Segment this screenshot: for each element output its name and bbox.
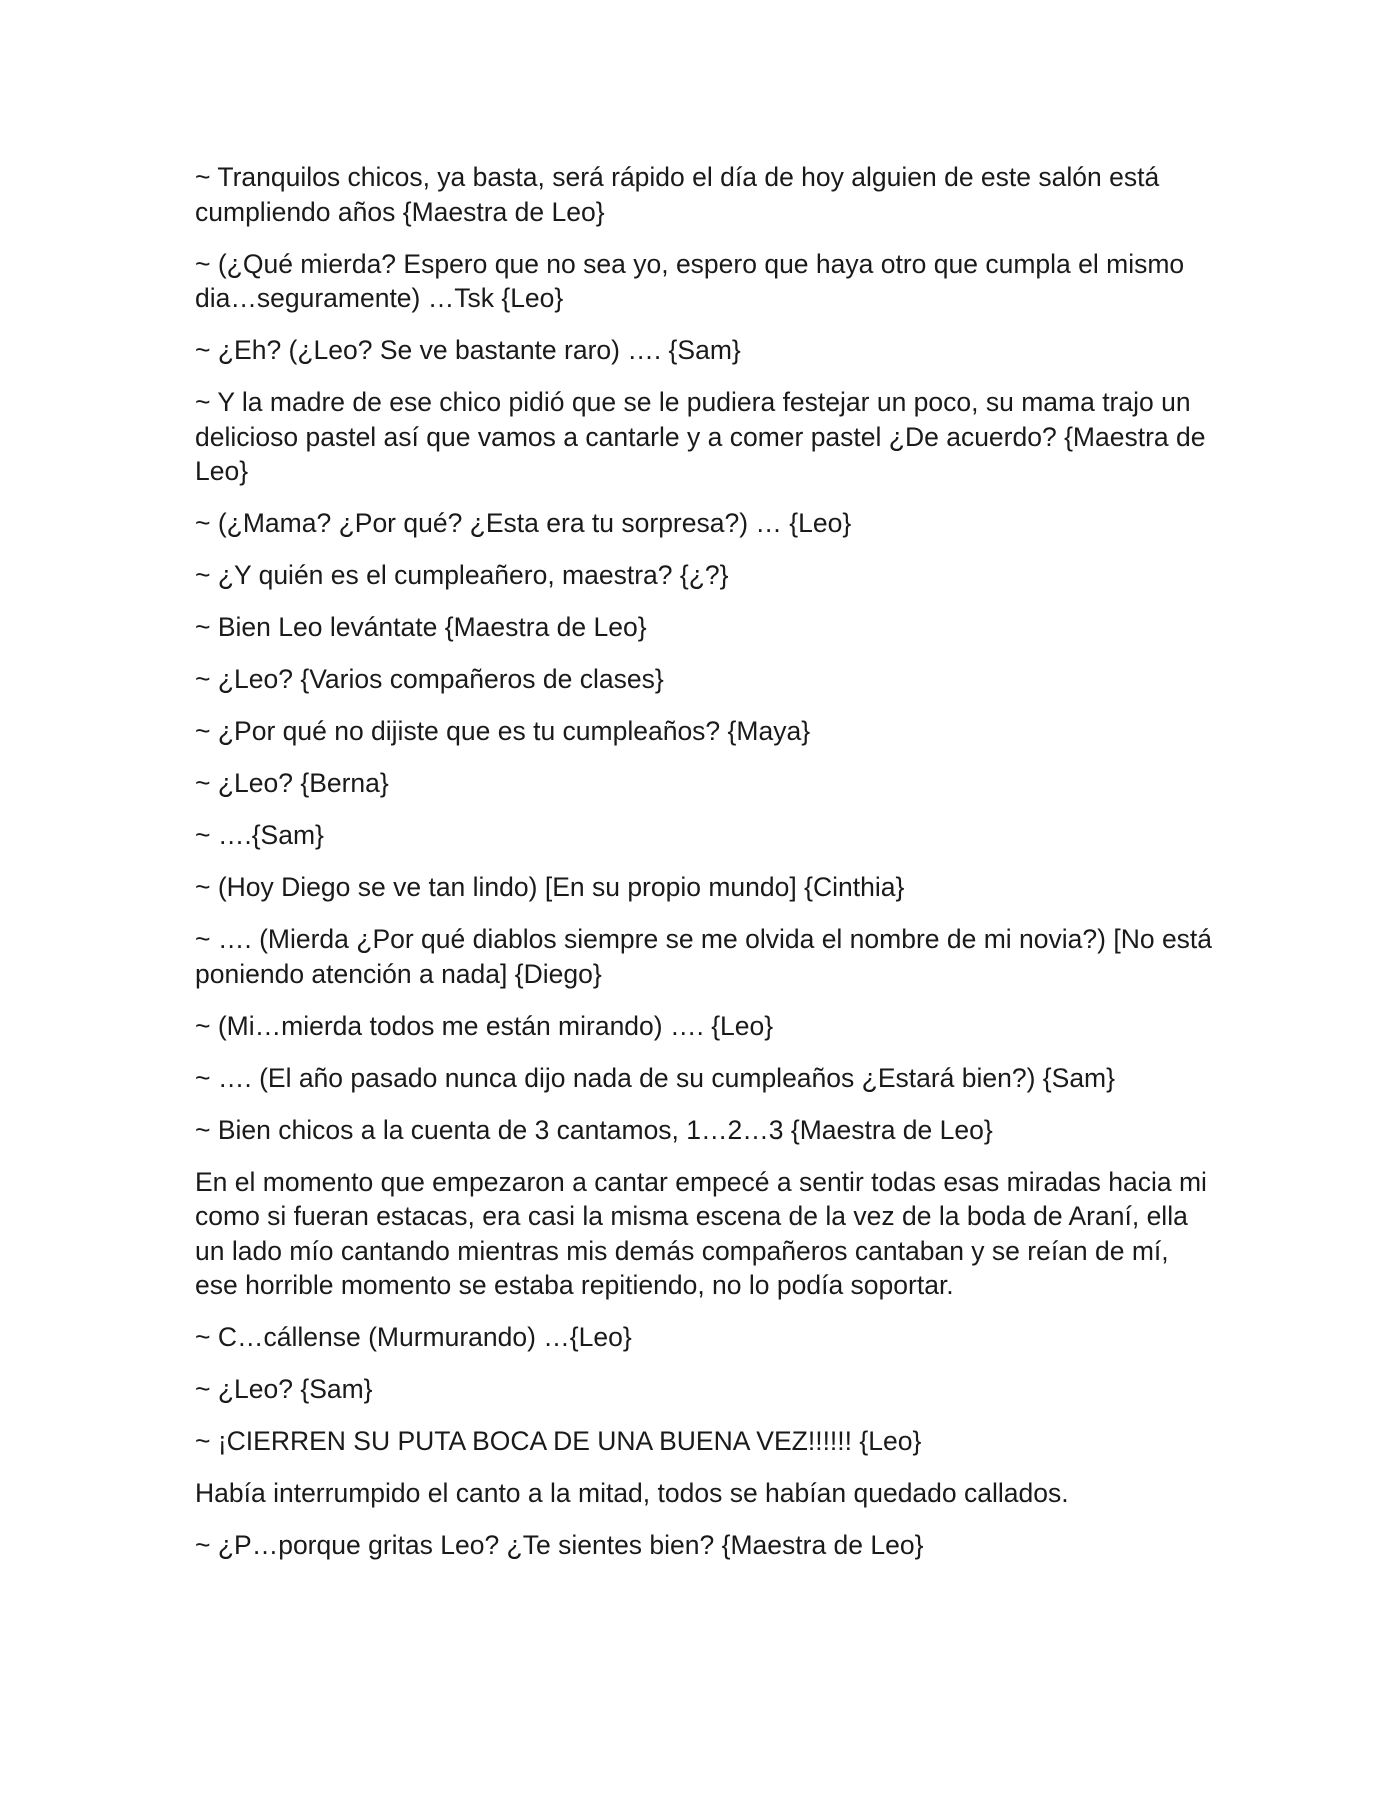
paragraph: ~ ¿Leo? {Varios compañeros de clases} (195, 664, 664, 694)
paragraph: ~ (¿Mama? ¿Por qué? ¿Esta era tu sorpresa?) … {Leo} (195, 508, 852, 538)
paragraph: ~ C…cállense (Murmurando) …{Leo} (195, 1322, 632, 1352)
paragraph: ~ (Mi…mierda todos me están mirando) …. {Leo} (195, 1010, 774, 1041)
paragraph: ~ ¿Leo? {Sam} (195, 1374, 373, 1404)
paragraph: ~ Tranquilos chicos, ya basta, será rápido el día de hoy alguien de este salón está cumpliendo años {Maestra de Leo} (195, 162, 1160, 227)
paragraph: ~ (Hoy Diego se ve tan lindo) [En su propio mundo] {Cinthia} (195, 872, 905, 902)
paragraph: ~ ¿P…porque gritas Leo? ¿Te sientes bien? {Maestra de Leo} (195, 1530, 924, 1560)
paragraph: Había interrumpido el canto a la mitad, todos se habían quedado callados. (195, 1478, 1069, 1508)
document-body (195, 160, 1215, 1580)
paragraph: En el momento que empezaron a cantar empecé a sentir todas esas miradas hacia mi como si fueran estacas, era casi la misma escena de la vez de la boda de Araní, ella un lado mío cantando mientras mis demás compañeros cantaban y se reían de mí, ese horrible momento se estaba repitiendo, no lo podía soportar. (195, 1166, 1207, 1300)
paragraph: ~ (¿Qué mierda? Espero que no sea yo, espero que haya otro que cumpla el mismo dia…seguramente) …Tsk {Leo} (195, 248, 1185, 313)
paragraph: ~ ¿Eh? (¿Leo? Se ve bastante raro) …. {Sam} (195, 335, 741, 365)
paragraph: ~ Bien chicos a la cuenta de 3 cantamos, 1…2…3 {Maestra de Leo} (195, 1114, 993, 1145)
paragraph: ~ …. (El año pasado nunca dijo nada de su cumpleaños ¿Estará bien?) {Sam} (195, 1062, 1115, 1093)
paragraph: ~ Bien Leo levántate {Maestra de Leo} (195, 612, 647, 642)
paragraph: ~ ¿Leo? {Berna} (195, 768, 389, 798)
paragraph: ~ Y la madre de ese chico pidió que se le pudiera festejar un poco, su mama trajo un delicioso pastel así que vamos a cantarle y a comer pastel ¿De acuerdo? {Maestra de Leo} (195, 387, 1206, 486)
paragraph: ~ ¡CIERREN SU PUTA BOCA DE UNA BUENA VEZ!!!!!! {Leo} (195, 1426, 922, 1456)
paragraph: ~ ….{Sam} (195, 820, 324, 850)
paragraph: ~ ¿Y quién es el cumpleañero, maestra? {¿?} (195, 560, 729, 590)
paragraph: ~ …. (Mierda ¿Por qué diablos siempre se me olvida el nombre de mi novia?) [No está poniendo atención a nada] {Diego} (195, 924, 1213, 989)
paragraph: ~ ¿Por qué no dijiste que es tu cumpleaños? {Maya} (195, 716, 811, 746)
